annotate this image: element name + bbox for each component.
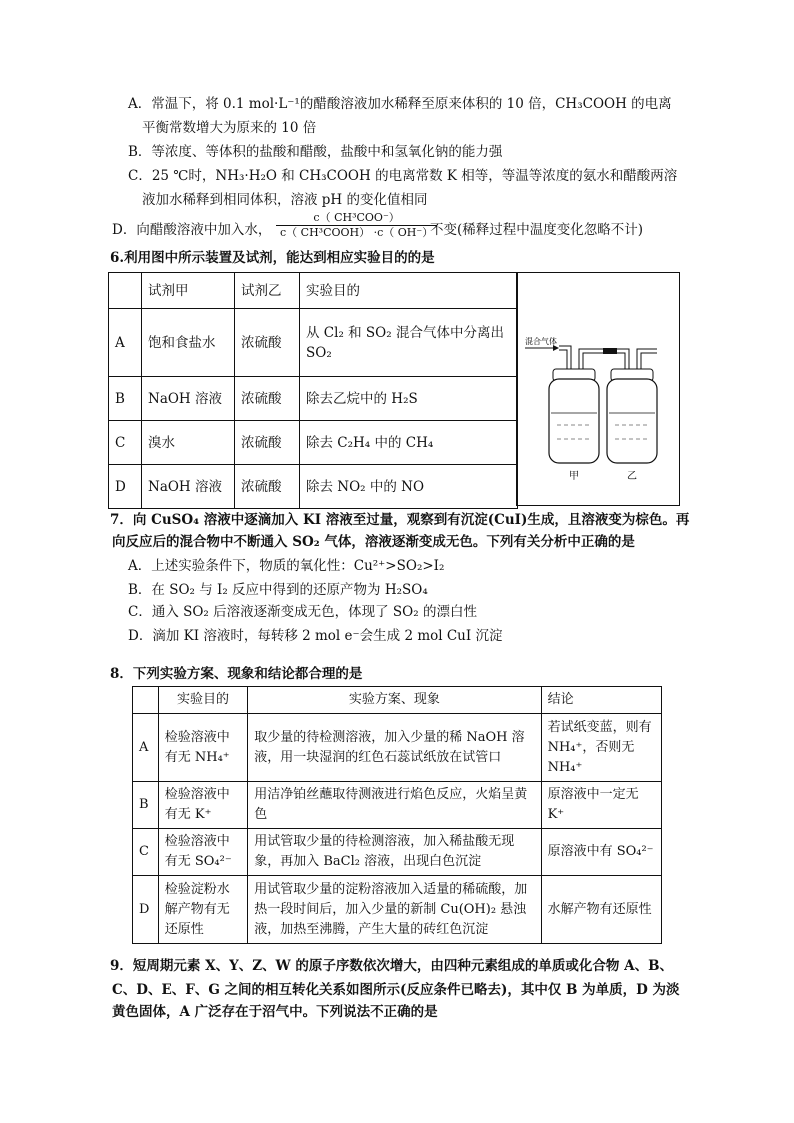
q8-row-method: 用试管取少量的淀粉溶液加入适量的稀硫酸，加热一段时间后，加入少量的新制 Cu(OH)₂ 悬浊液，加热至沸腾，产生大量的砖红色沉淀 (248, 876, 541, 944)
q8-stem: 8．下列实验方案、现象和结论都合理的是 (110, 666, 363, 682)
q7-stem-line1: 7．向 CuSO₄ 溶液中逐滴加入 KI 溶液至过量，观察到有沉淀(CuI)生成，且溶液变为棕色。再 (110, 512, 690, 528)
q5-option-a-line1: A．常温下，将 0.1 mol·L⁻¹的醋酸溶液加水稀释至原来体积的 10 倍，CH₃COOH 的电离 (128, 96, 672, 112)
fraction-numerator: c（ CH³COO⁻） (276, 211, 437, 226)
q6-row-yi: 浓硫酸 (235, 377, 300, 421)
q7-option-b: B．在 SO₂ 与 I₂ 反应中得到的还原产物为 H₂SO₄ (128, 582, 428, 598)
q9-stem-line2: C、D、E、F、G 之间的相互转化关系如图所示(反应条件已略去)，其中仅 B 为单质，D 为淡 (112, 982, 680, 998)
q6-header-blank (109, 273, 142, 309)
q8-row-label: B (133, 782, 159, 829)
q8-row-conclusion: 原溶液中一定无 K⁺ (541, 782, 661, 829)
q6-header-jia: 试剂甲 (142, 273, 235, 309)
q8-header-method: 实验方案、现象 (248, 687, 541, 714)
q6-header-purpose: 实验目的 (300, 273, 518, 309)
q6-row-purpose: 除去 NO₂ 中的 NO (300, 465, 518, 509)
q8-row-conclusion: 水解产物有还原性 (541, 876, 661, 944)
bottle-jia-label: 甲 (569, 471, 579, 482)
q9-stem-line3: 黄色固体，A 广泛存在于沼气中。下列说法不正确的是 (112, 1004, 438, 1020)
q6-row-label: D (109, 465, 142, 509)
q8-table (132, 686, 662, 944)
q8-header-blank (133, 687, 159, 714)
q5-option-d-prefix: D．向醋酸溶液中加入水， (112, 222, 272, 238)
q6-row-yi: 浓硫酸 (235, 309, 300, 377)
q5-option-b: B．等浓度、等体积的盐酸和醋酸，盐酸中和氢氧化钠的能力强 (128, 144, 503, 160)
bottle-yi-label: 乙 (627, 471, 637, 482)
q8-row-label: A (133, 714, 159, 782)
q6-row-label: A (109, 309, 142, 377)
q6-header-yi: 试剂乙 (235, 273, 300, 309)
q8-row-purpose: 检验溶液中有无 SO₄²⁻ (158, 829, 248, 876)
q8-row-purpose: 检验溶液中有无 NH₄⁺ (158, 714, 248, 782)
q6-row-purpose: 除去乙烷中的 H₂S (300, 377, 518, 421)
q6-stem: 6.利用图中所示装置及试剂，能达到相应实验目的的是 (110, 250, 435, 266)
q7-stem-line2: 向反应后的混合物中不断通入 SO₂ 气体，溶液逐渐变成无色。下列有关分析中正确的是 (112, 534, 635, 550)
q6-row-label: B (109, 377, 142, 421)
q6-row-yi: 浓硫酸 (235, 421, 300, 465)
q6-row-label: C (109, 421, 142, 465)
gas-label: 混合气体 (525, 337, 557, 346)
q6-row-jia: NaOH 溶液 (142, 465, 235, 509)
q8-row-label: D (133, 876, 159, 944)
q6-row-jia: 溴水 (142, 421, 235, 465)
q8-header-purpose: 实验目的 (158, 687, 248, 714)
q8-row-conclusion: 原溶液中有 SO₄²⁻ (541, 829, 661, 876)
q6-row-purpose: 从 Cl₂ 和 SO₂ 混合气体中分离出 SO₂ (300, 309, 518, 377)
q6-table (108, 272, 518, 509)
gas-washing-bottles-diagram (517, 273, 679, 505)
q8-row-label: C (133, 829, 159, 876)
q9-stem-line1: 9．短周期元素 X、Y、Z、W 的原子序数依次增大，由四种元素组成的单质或化合物 A、B、 (110, 958, 674, 974)
q8-row-conclusion: 若试纸变蓝，则有 NH₄⁺，否则无 NH₄⁺ (541, 714, 661, 782)
q7-option-d: D．滴加 KI 溶液时，每转移 2 mol e⁻会生成 2 mol CuI 沉淀 (128, 628, 503, 644)
q6-row-purpose: 除去 C₂H₄ 中的 CH₄ (300, 421, 518, 465)
q8-row-method: 用试管取少量的待检测溶液，加入稀盐酸无现象，再加入 BaCl₂ 溶液，出现白色沉淀 (248, 829, 541, 876)
fraction-denominator: c（ CH³COOH） ·c（ OH⁻） (280, 226, 434, 239)
q8-row-method: 用洁净铂丝蘸取待测液进行焰色反应，火焰呈黄色 (248, 782, 541, 829)
q7-option-a: A．上述实验条件下，物质的氧化性：Cu²⁺>SO₂>I₂ (128, 558, 445, 574)
q6-apparatus-figure (516, 272, 680, 506)
q7-option-c: C．通入 SO₂ 后溶液逐渐变成无色，体现了 SO₂ 的漂白性 (128, 604, 477, 620)
q5-option-d-fraction (276, 211, 437, 240)
q6-row-jia: 饱和食盐水 (142, 309, 235, 377)
q6-row-jia: NaOH 溶液 (142, 377, 235, 421)
q8-header-conclusion: 结论 (541, 687, 661, 714)
q8-row-purpose: 检验淀粉水解产物有无还原性 (158, 876, 248, 944)
q5-option-d-suffix: 不变(稀释过程中温度变化忽略不计) (430, 222, 644, 238)
q8-row-purpose: 检验溶液中有无 K⁺ (158, 782, 248, 829)
q5-option-a-line2: 平衡常数增大为原来的 10 倍 (142, 120, 317, 136)
q6-row-yi: 浓硫酸 (235, 465, 300, 509)
q5-option-c-line1: C．25 ℃时，NH₃·H₂O 和 CH₃COOH 的电离常数 K 相等，等温等浓度的氨水和醋酸两溶 (128, 168, 678, 184)
q5-option-c-line2: 液加水稀释到相同体积，溶液 pH 的变化值相同 (142, 192, 428, 208)
q8-row-method: 取少量的待检测溶液，加入少量的稀 NaOH 溶液，用一块湿润的红色石蕊试纸放在试管口 (248, 714, 541, 782)
